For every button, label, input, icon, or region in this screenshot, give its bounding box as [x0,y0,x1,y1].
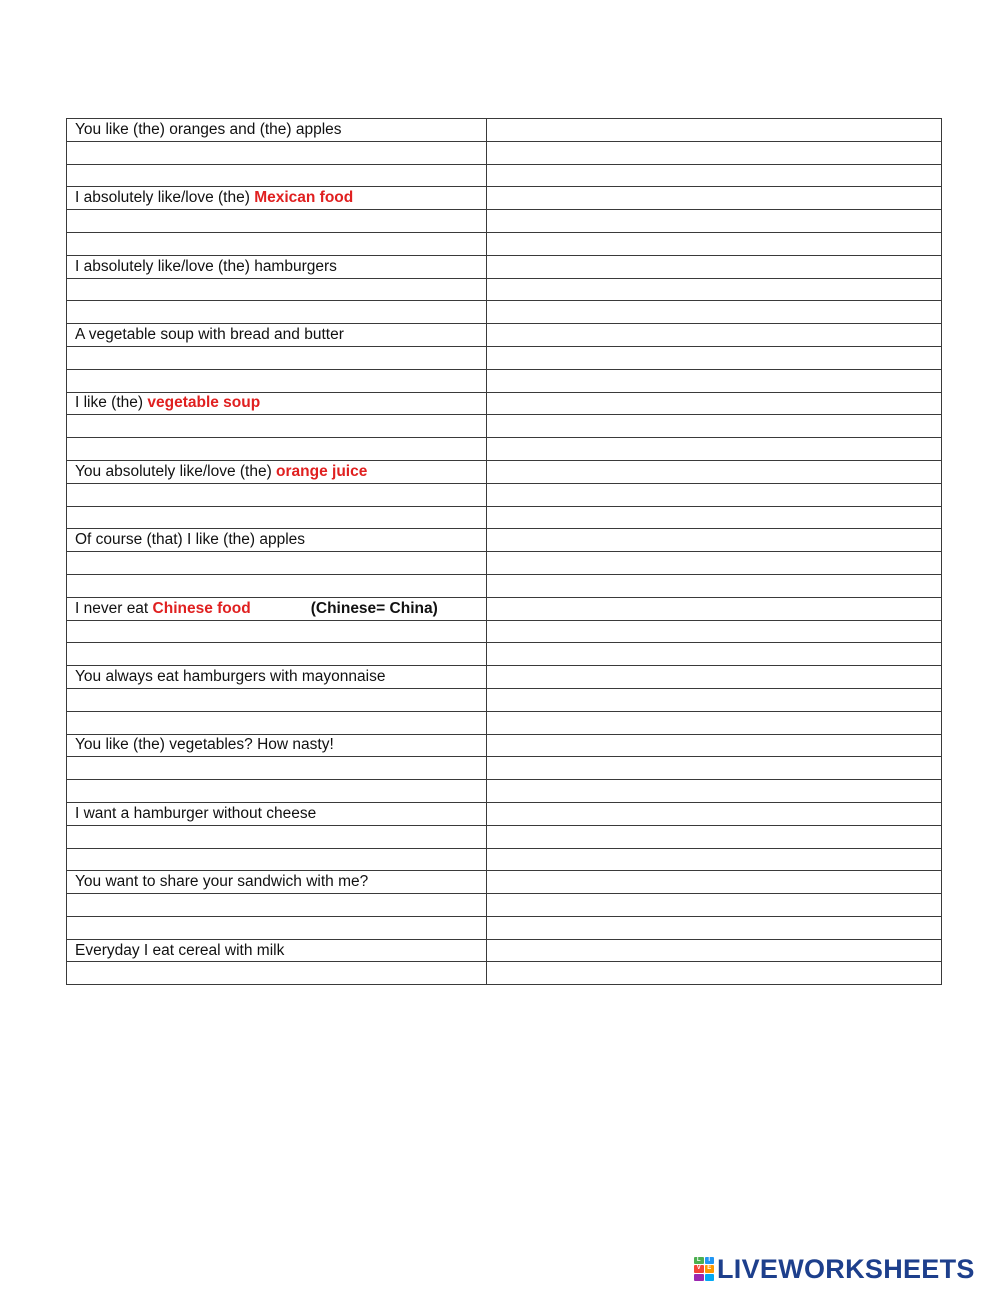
answer-cell[interactable] [487,711,942,734]
table-row [67,346,942,369]
prompt-cell [67,438,487,461]
table-row [67,529,942,552]
prompt-text: You want to share your sandwich with me? [75,873,369,891]
prompt-text: I absolutely like/love (the) hamburgers [75,257,337,275]
prompt-cell [67,392,487,415]
table-row [67,141,942,164]
answer-cell[interactable] [487,210,942,233]
answer-cell[interactable] [487,894,942,917]
table-row [67,278,942,301]
prompt-text: I like (the) [75,394,148,412]
answer-cell[interactable] [487,871,942,894]
prompt-text: I absolutely like/love (the) [75,189,255,207]
prompt-cell [67,141,487,164]
answer-cell[interactable] [487,232,942,255]
prompt-cell [67,962,487,985]
prompt-cell [67,848,487,871]
table-row [67,210,942,233]
table-row [67,757,942,780]
prompt-cell [67,666,487,689]
answer-cell[interactable] [487,802,942,825]
prompt-cell [67,187,487,210]
worksheet-body [67,119,942,985]
prompt-cell [67,301,487,324]
answer-cell[interactable] [487,574,942,597]
answer-cell[interactable] [487,415,942,438]
answer-cell[interactable] [487,164,942,187]
answer-cell[interactable] [487,939,942,962]
table-row [67,301,942,324]
liveworksheets-logo [694,1256,975,1282]
table-row [67,369,942,392]
answer-cell[interactable] [487,301,942,324]
table-row [67,916,942,939]
prompt-text: You absolutely like/love (the) [75,462,277,480]
prompt-cell [67,460,487,483]
prompt-cell [67,119,487,142]
table-row [67,711,942,734]
prompt-cell [67,164,487,187]
note-text: (Chinese= China) [310,599,438,617]
prompt-cell [67,324,487,347]
answer-cell[interactable] [487,780,942,803]
answer-cell[interactable] [487,438,942,461]
prompt-cell [67,574,487,597]
prompt-cell [67,278,487,301]
prompt-cell [67,529,487,552]
prompt-text: Everyday I eat cereal with milk [75,941,285,959]
prompt-cell [67,894,487,917]
answer-cell[interactable] [487,369,942,392]
table-row [67,871,942,894]
highlight-text: Chinese food [152,599,251,617]
prompt-cell [67,346,487,369]
prompt-text: You like (the) oranges and (the) apples [75,120,342,138]
prompt-cell [67,597,487,620]
table-row [67,688,942,711]
table-row [67,255,942,278]
prompt-cell [67,734,487,757]
prompt-cell [67,506,487,529]
prompt-cell [67,711,487,734]
table-row [67,187,942,210]
answer-cell[interactable] [487,916,942,939]
table-row [67,119,942,142]
prompt-cell [67,757,487,780]
table-row [67,666,942,689]
answer-cell[interactable] [487,324,942,347]
table-row [67,392,942,415]
prompt-cell [67,210,487,233]
table-row [67,164,942,187]
logo-text: LIVEWORKSHEETS [717,1254,975,1284]
table-row [67,415,942,438]
table-row [67,597,942,620]
prompt-cell [67,688,487,711]
answer-cell[interactable] [487,460,942,483]
answer-cell[interactable] [487,620,942,643]
table-row [67,232,942,255]
answer-cell[interactable] [487,255,942,278]
prompt-text: You like (the) vegetables? How nasty! [75,736,334,754]
prompt-cell [67,369,487,392]
prompt-cell [67,780,487,803]
answer-cell[interactable] [487,962,942,985]
prompt-cell [67,552,487,575]
table-row [67,802,942,825]
table-row [67,483,942,506]
prompt-cell [67,415,487,438]
prompt-cell [67,483,487,506]
table-row [67,460,942,483]
answer-cell[interactable] [487,483,942,506]
answer-cell[interactable] [487,825,942,848]
answer-cell[interactable] [487,643,942,666]
answer-cell[interactable] [487,392,942,415]
answer-cell[interactable] [487,734,942,757]
answer-cell[interactable] [487,848,942,871]
answer-cell[interactable] [487,529,942,552]
highlight-text: Mexican food [254,189,354,207]
answer-cell[interactable] [487,552,942,575]
table-row [67,780,942,803]
table-row [67,848,942,871]
table-row [67,734,942,757]
prompt-cell [67,232,487,255]
table-row [67,939,942,962]
table-row [67,552,942,575]
liveworksheets-logo-icon: L I V E [694,1257,714,1281]
table-row [67,506,942,529]
answer-cell[interactable] [487,688,942,711]
worksheet-table [66,118,942,985]
prompt-cell [67,620,487,643]
prompt-text: You always eat hamburgers with mayonnaise [75,668,386,686]
table-row [67,894,942,917]
answer-cell[interactable] [487,597,942,620]
highlight-text: orange juice [276,462,368,480]
prompt-cell [67,255,487,278]
prompt-text: A vegetable soup with bread and butter [75,326,344,344]
table-row [67,324,942,347]
prompt-text: I want a hamburger without cheese [75,804,317,822]
answer-cell[interactable] [487,278,942,301]
answer-cell[interactable] [487,119,942,142]
answer-cell[interactable] [487,666,942,689]
table-row [67,825,942,848]
highlight-text: vegetable soup [147,394,261,412]
answer-cell[interactable] [487,506,942,529]
answer-cell[interactable] [487,141,942,164]
prompt-cell [67,802,487,825]
prompt-cell [67,871,487,894]
prompt-cell [67,916,487,939]
table-row [67,962,942,985]
answer-cell[interactable] [487,757,942,780]
table-row [67,574,942,597]
answer-cell[interactable] [487,187,942,210]
table-row [67,643,942,666]
answer-cell[interactable] [487,346,942,369]
prompt-text: Of course (that) I like (the) apples [75,531,306,549]
table-row [67,438,942,461]
table-row [67,620,942,643]
prompt-cell [67,825,487,848]
prompt-cell [67,643,487,666]
prompt-cell [67,939,487,962]
prompt-text: I never eat [75,599,153,617]
